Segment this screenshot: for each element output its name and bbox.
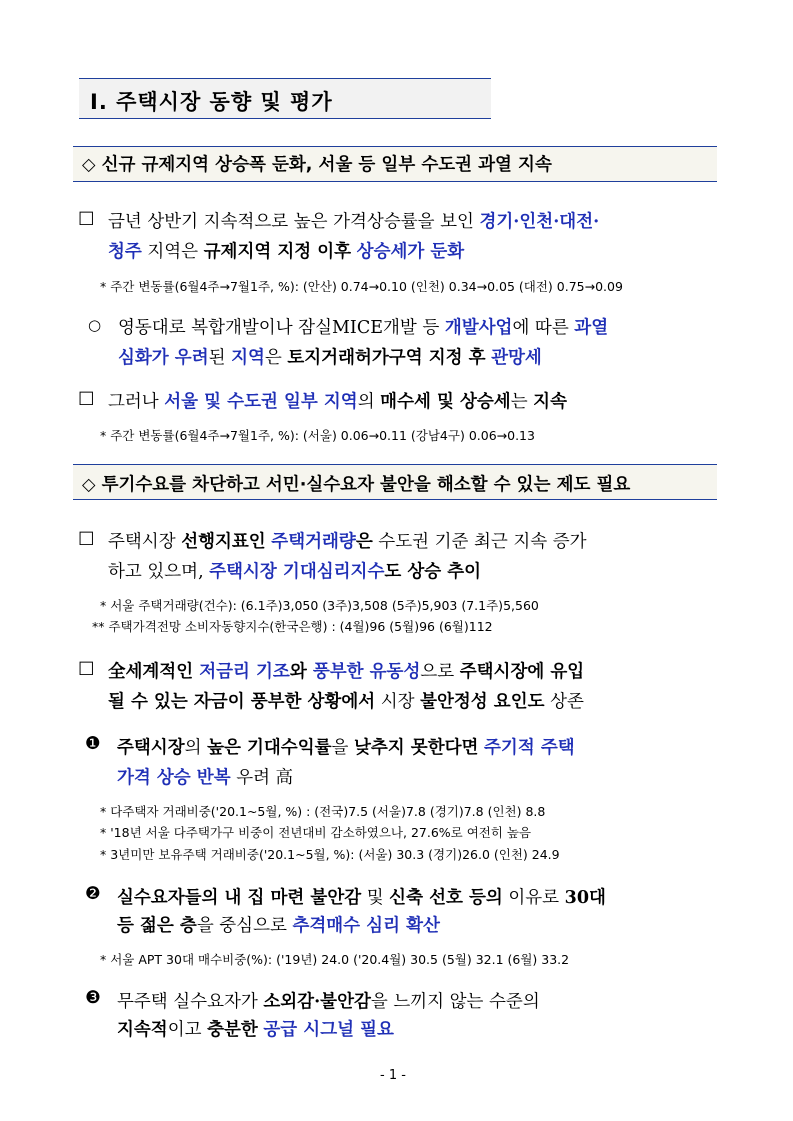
text: 상존 (544, 692, 584, 712)
point3-line1 (117, 988, 540, 1013)
highlight-text: 청주 (108, 242, 142, 262)
bold-text: 불안정성 요인도 (420, 692, 545, 712)
bold-text: 주택시장에 유입 (459, 662, 585, 682)
text: 하고 있으며, (108, 562, 210, 582)
section1-item3-note: * 주간 변동률(6월4주→7월1주, %): (서울) 0.06→0.11 (강남4구) 0.06→0.13 (100, 428, 535, 443)
bold-text: 全세계적인 (108, 662, 200, 682)
text: 된 (208, 348, 232, 368)
highlight-text: 공급 시그널 필요 (263, 1020, 394, 1040)
section2-item1-note2: ** 주택가격전망 소비자동향지수(한국은행) : (4월)96 (5월)96 (6월)112 (92, 619, 493, 634)
highlight-text: 개발사업 (444, 318, 513, 338)
text: 으로 (420, 662, 460, 682)
text: 지역은 (141, 242, 204, 262)
highlight-text: 저금리 기조 (199, 662, 290, 682)
checkbox-bullet-icon: □ (78, 658, 95, 678)
text: 우려 高 (230, 768, 294, 788)
highlight-text: 과열 (574, 318, 609, 338)
point1-line1 (117, 734, 575, 759)
section2-item1-note1: * 서울 주택거래량(건수): (6.1주)3,050 (3주)3,508 (5주)5,903 (7.1주)5,560 (100, 598, 539, 613)
text: 금년 상반기 지속적으로 높은 가격상승률을 보인 (108, 212, 480, 232)
bold-text: 실수요자들의 내 집 마련 불안감 (117, 888, 362, 908)
bold-text: 소외감·불안감 (263, 992, 371, 1012)
number-1-icon: ❶ (85, 734, 101, 754)
section1-item3-line1 (108, 388, 567, 413)
bold-text: 매수세 및 상승세 (380, 392, 511, 412)
checkbox-bullet-icon: □ (78, 528, 95, 548)
text: 및 (361, 888, 390, 908)
bold-text: 등 젊은 층 (117, 916, 197, 936)
diamond-icon: ◇ (82, 475, 96, 495)
bold-text: 될 수 있는 자금이 풍부한 상황에서 (108, 692, 376, 712)
text: 을 (331, 738, 354, 758)
section1-item2-line2 (118, 344, 542, 369)
text: 의 (184, 738, 208, 758)
point1-note2: * '18년 서울 다주택가구 비중이 전년대비 감소하였으나, 27.6%로 여전히 높음 (100, 825, 532, 840)
highlight-text: 주택거래량 (271, 532, 356, 552)
section2-heading (82, 471, 630, 496)
checkbox-bullet-icon: □ (78, 208, 95, 228)
section1-item1-note: * 주간 변동률(6월4주→7월1주, %): (안산) 0.74→0.10 (인천) 0.34→0.05 (대전) 0.75→0.09 (100, 279, 623, 294)
section1-heading-text: 신규 규제지역 상승폭 둔화, 서울 등 일부 수도권 과열 지속 (101, 155, 552, 175)
section2-heading-text: 투기수요를 차단하고 서민·실수요자 불안을 해소할 수 있는 제도 필요 (101, 475, 631, 495)
bold-text: 선행지표인 (181, 532, 266, 552)
section2-item2-line2 (108, 688, 584, 713)
page-title: Ⅰ. 주택시장 동향 및 평가 (90, 90, 333, 114)
section2-item2-line1 (108, 658, 584, 683)
highlight-text: 가격 상승 반복 (117, 768, 231, 788)
bold-text: 은 (355, 532, 373, 552)
bold-text: 지속적 (117, 1020, 168, 1040)
text: 을 느끼지 않는 수준의 (370, 992, 540, 1012)
highlight-text: 추격매수 심리 확산 (292, 916, 440, 936)
text: 의 (357, 392, 381, 412)
bold-text: 30대 (564, 888, 606, 908)
highlight-text: 풍부한 유동성 (312, 662, 421, 682)
bold-text: 충분한 (207, 1020, 258, 1040)
text: 영동대로 복합개발이나 잠실MICE개발 등 (118, 318, 445, 338)
text: 은 (264, 348, 288, 368)
bold-text: 주택시장 (117, 738, 185, 758)
bold-text: 신축 선호 등의 (389, 888, 503, 908)
highlight-text: 경기·인천·대전· (479, 212, 600, 232)
section2-item1-line1 (108, 528, 587, 553)
highlight-text: 주택시장 기대심리지수 (209, 562, 385, 582)
text: 에 따른 (512, 318, 575, 338)
point1-note3: * 3년미만 보유주택 거래비중('20.1~5월, %): (서울) 30.3 (경기)26.0 (인천) 24.9 (100, 847, 560, 862)
number-2-icon: ❷ (85, 884, 101, 904)
point3-line2 (117, 1016, 394, 1041)
text: 을 중심으로 (196, 916, 293, 936)
bold-text: 토지거래허가구역 지정 후 (287, 348, 486, 368)
bold-text: 지속 (533, 392, 567, 412)
text: 시장 (375, 692, 421, 712)
highlight-text: 주기적 주택 (484, 738, 575, 758)
circle-bullet-icon: ○ (88, 316, 102, 334)
point2-note: * 서울 APT 30대 매수비중(%): ('19년) 24.0 ('20.4월) 30.5 (5월) 32.1 (6월) 33.2 (100, 952, 570, 967)
section1-heading (82, 151, 552, 176)
diamond-icon: ◇ (82, 155, 96, 175)
section2-item1-line2 (108, 558, 481, 583)
section1-item2-line1 (118, 314, 608, 339)
bold-text: 규제지역 지정 이후 (203, 242, 352, 262)
highlight-text: 지역 (231, 348, 265, 368)
bold-text: 도 상승 추이 (384, 562, 482, 582)
point1-note1: * 다주택자 거래비중('20.1~5월, %) : (전국)7.5 (서울)7.8 (경기)7.8 (인천) 8.8 (100, 804, 546, 819)
text: 수도권 기준 최근 지속 증가 (372, 532, 587, 552)
point2-line2 (117, 912, 440, 937)
section1-item1-line1 (108, 208, 599, 233)
highlight-text: 심화가 우려 (118, 348, 209, 368)
text: 무주택 실수요자가 (117, 992, 264, 1012)
point1-line2 (117, 764, 293, 789)
page-number: - 1 - (380, 1068, 406, 1083)
text: 그러나 (108, 392, 165, 412)
bold-text: 높은 기대수익률 (207, 738, 332, 758)
section1-item1-line2 (108, 238, 464, 263)
text: 이유로 (502, 888, 565, 908)
bold-text: 낮추지 못한다면 (354, 738, 479, 758)
highlight-text: 관망세 (491, 348, 542, 368)
number-3-icon: ❸ (85, 988, 101, 1008)
point2-line1 (117, 884, 606, 909)
checkbox-bullet-icon: □ (78, 388, 95, 408)
bold-text: 와 (289, 662, 313, 682)
text: 이고 (167, 1020, 208, 1040)
highlight-text: 상승세가 둔화 (356, 242, 465, 262)
highlight-text: 서울 및 수도권 일부 지역 (164, 392, 358, 412)
text: 는 (510, 392, 534, 412)
text: 주택시장 (108, 532, 182, 552)
